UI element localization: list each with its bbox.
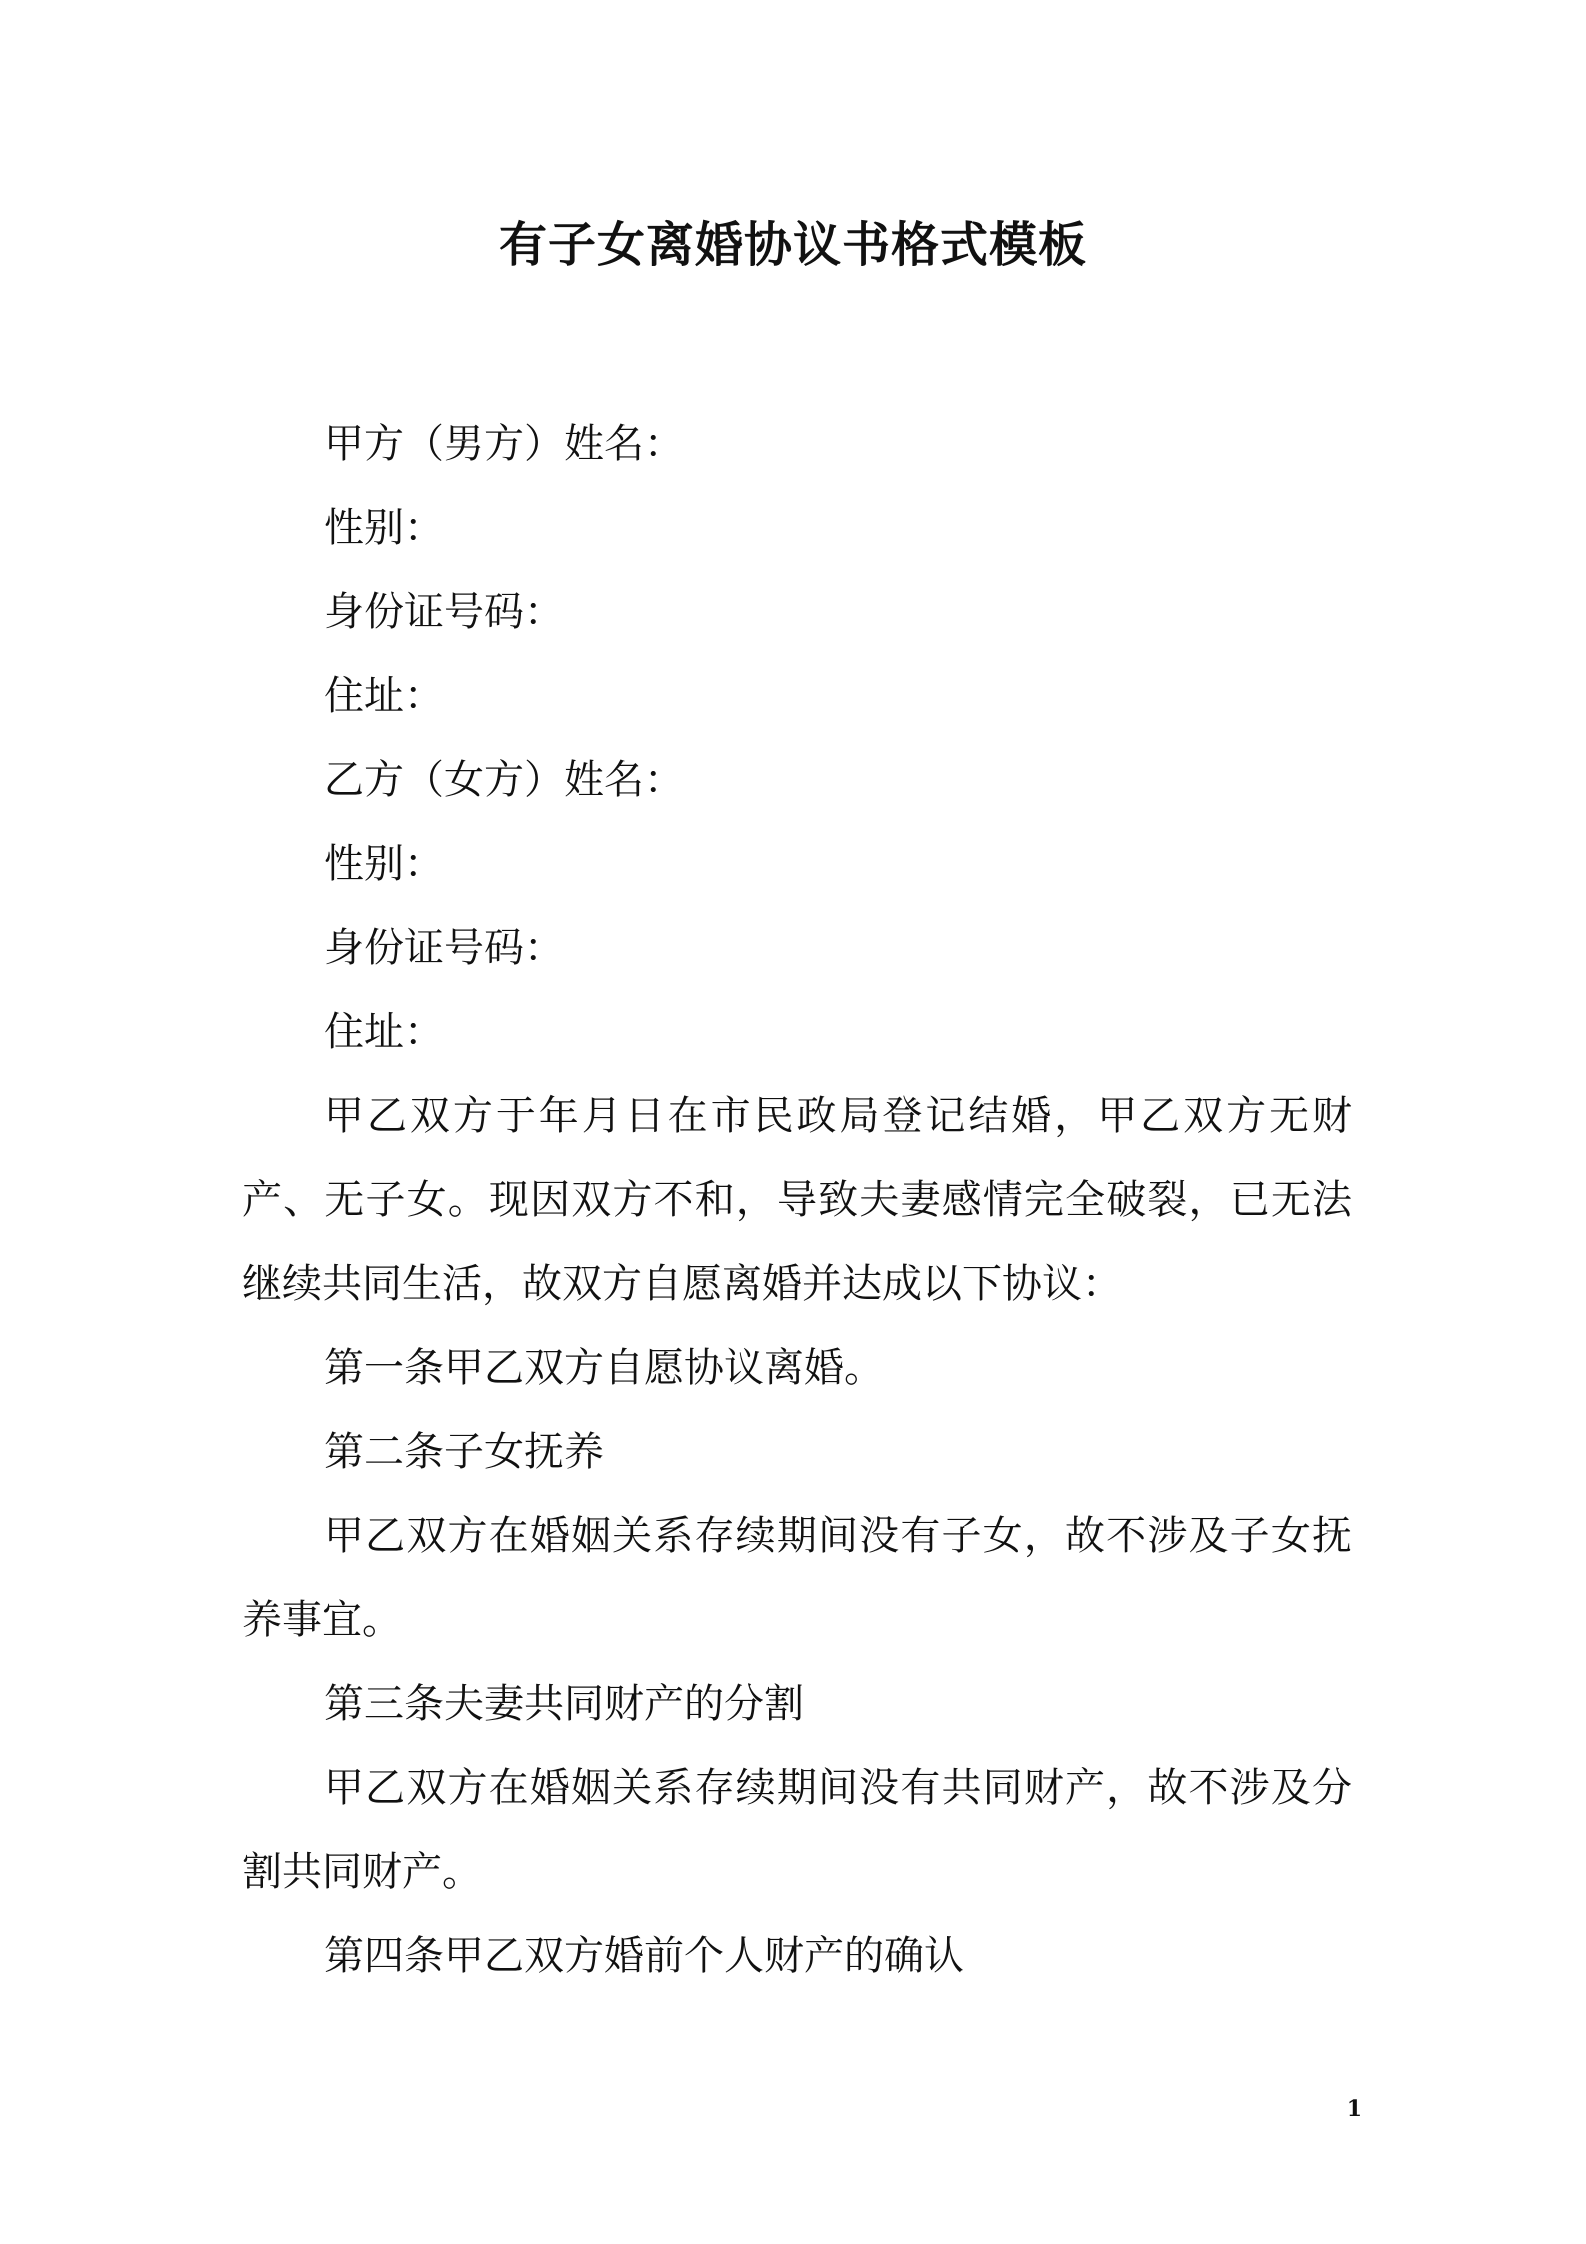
party-a-name-label: 甲方（男方）姓名： bbox=[324, 421, 684, 467]
article-3-heading: 第三条夫妻共同财产的分割 bbox=[324, 1681, 804, 1727]
article-4-heading: 第四条甲乙双方婚前个人财产的确认 bbox=[324, 1933, 964, 1979]
article-1-heading: 第一条甲乙双方自愿协议离婚。 bbox=[324, 1345, 884, 1391]
article-2-body: 甲乙双方在婚姻关系存续期间没有子女，故不涉及子女抚养事宜。 bbox=[242, 1513, 1352, 1643]
page-number: 1 bbox=[1346, 2096, 1362, 2122]
party-a-id-label: 身份证号码： bbox=[324, 589, 564, 635]
party-b-id-label: 身份证号码： bbox=[324, 925, 564, 971]
article-2-heading: 第二条子女抚养 bbox=[324, 1429, 604, 1475]
document-body bbox=[242, 402, 1352, 1998]
party-a-address-label: 住址： bbox=[324, 673, 444, 719]
article-3-body: 甲乙双方在婚姻关系存续期间没有共同财产，故不涉及分割共同财产。 bbox=[242, 1765, 1352, 1895]
party-b-gender-label: 性别： bbox=[324, 841, 444, 887]
document-title: 有子女离婚协议书格式模板 bbox=[498, 217, 1087, 273]
intro-paragraph: 甲乙双方于年月日在市民政局登记结婚，甲乙双方无财产、无子女。现因双方不和，导致夫妻感情完全破裂，已无法继续共同生活，故双方自愿离婚并达成以下协议： bbox=[242, 1093, 1352, 1307]
party-a-gender-label: 性别： bbox=[324, 505, 444, 551]
party-b-name-label: 乙方（女方）姓名： bbox=[324, 757, 684, 803]
party-b-address-label: 住址： bbox=[324, 1009, 444, 1055]
